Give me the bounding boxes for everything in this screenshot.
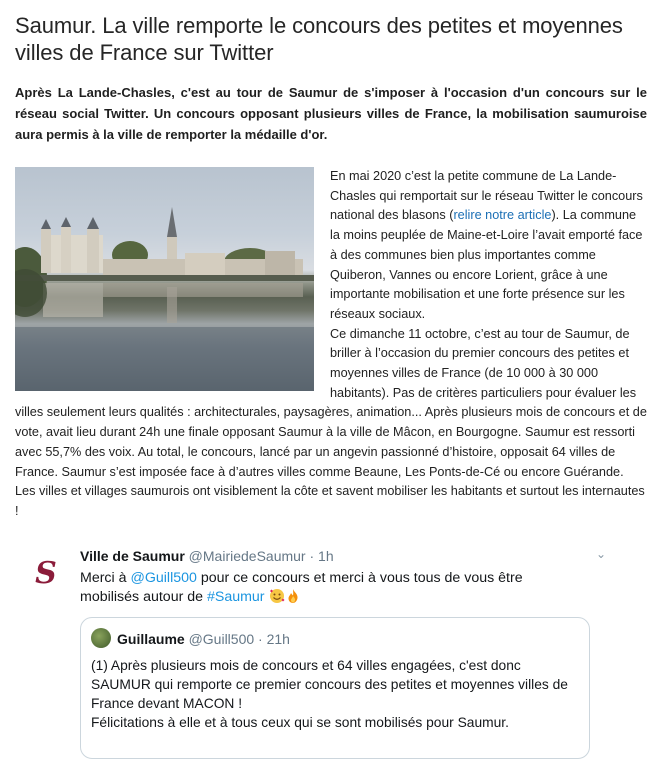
quoted-tweet-header (117, 630, 290, 648)
tweet-author-name[interactable]: Ville de Saumur (80, 548, 185, 564)
photo-illustration (15, 167, 314, 391)
smiling-face-with-hearts-icon (269, 588, 285, 604)
quoted-time[interactable]: 21h (266, 631, 290, 647)
quoted-author-name[interactable]: Guillaume (117, 631, 185, 647)
article-photo[interactable] (15, 167, 314, 391)
read-article-link[interactable]: relire notre article (453, 208, 552, 223)
tweet-time[interactable]: 1h (318, 548, 334, 564)
tweet-separator: · (309, 548, 315, 564)
paragraph-2: Ce dimanche 11 octobre, c’est au tour de Saumur, de briller à l’occasion du premier concours des petites et moyennes villes de France (de 10 000 à 30 000 habitants). Pas de critères particuliers pour évaluer les villes seulement leurs qualités : architecturales, paysagères, animation... Après plusieurs mois de concours et de vote, avait lieu durant 24h une finale opposant Saumur à la ville de Mâcon, en Bourgogne. Saumur est ressorti avec 55,7% des voix. Au total, le concours, lancé par un angevin passionné d’histoire, opposait 64 villes de France. Saumur s’est imposée face à d’autres villes comme Beaune, Les Ponts-de-Cé ou encore Guérande. Les villes et villages saumurois ont visiblement la côte et savent mobiliser les habitants et surtout les internautes ! (15, 326, 647, 518)
tweet-header (80, 547, 334, 565)
quoted-tweet-text (91, 656, 579, 732)
article-title: Saumur. La ville remporte le concours des petites et moyennes villes de France sur Twitter (15, 13, 623, 65)
paragraph-1-text-a: En mai 2020 c’est la petite commune de La Lande-Chasles qui remportait sur le réseau Twitter le concours national des blasons ( (330, 169, 643, 223)
article-lead: Après La Lande-Chasles, c'est au tour de Saumur de s'imposer à l'occasion d'un concours sur le réseau social Twitter. Un concours opposant plusieurs villes de France, la mobilisation saumuroise aura permis à la ville de remporter la médaille d'or. (15, 85, 647, 142)
paragraph-1-text-b: ). La commune la moins peuplée de Maine-et-Loire l’avait emporté face à des communes bien plus importantes comme Quiberon, Vannes ou encore Lorient, grâce à une importante mobilisation et une forte présence sur les réseaux sociaux. (330, 208, 643, 321)
tweet-author-handle[interactable]: @MairiedeSaumur (188, 548, 306, 564)
quoted-line-1: (1) Après plusieurs mois de concours et 64 villes engagées, c'est donc SAUMUR qui remporte ce premier concours des petites et moyennes villes de France devant MACON ! (91, 658, 568, 711)
quoted-author-handle[interactable]: @Guill500 (188, 631, 255, 647)
guillaume-avatar[interactable] (91, 628, 111, 648)
saumur-avatar[interactable]: S (26, 553, 66, 593)
quoted-line-2: Félicitations à elle et à tous ceux qui se sont mobilisés pour Saumur. (91, 715, 509, 730)
quoted-tweet[interactable] (80, 617, 590, 759)
mention-link[interactable]: @Guill500 (130, 570, 197, 586)
article (15, 0, 647, 522)
article-body (15, 167, 647, 522)
chevron-down-icon[interactable]: ⌄ (595, 547, 606, 561)
quoted-separator: · (258, 631, 263, 647)
fire-icon (285, 588, 301, 604)
tweet-text: Merci à @Guill500 pour ce concours et merci à vous tous de vous être mobilisés autour de #Saumur (80, 570, 523, 605)
hashtag-link[interactable]: #Saumur (206, 589, 265, 605)
